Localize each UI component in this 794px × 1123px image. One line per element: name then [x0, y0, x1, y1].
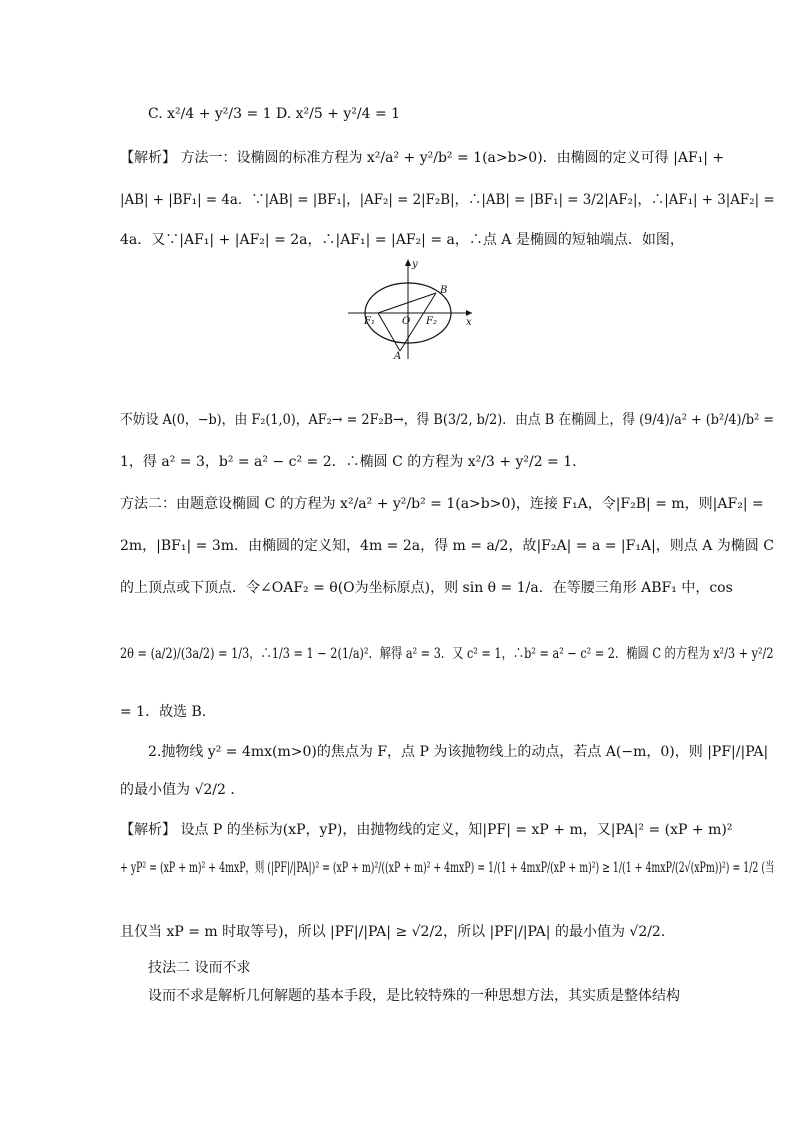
body-line: 设而不求是解析几何解题的基本手段，是比较特殊的一种思想方法，其实质是整体结构 — [148, 988, 680, 1004]
solution-line: = 1．故选 B． — [120, 704, 216, 720]
point-b-label: B — [440, 285, 448, 296]
solution-line: |AB| + |BF₁| = 4a．∵|AB| = |BF₁|，|AF₂| = 2|F₂B|，∴|AB| = |BF₁| = 3/2|AF₂|，∴|AF₁| + 3|AF₂| = — [120, 192, 775, 208]
section-heading: 技法二 设而不求 — [148, 960, 251, 976]
option-line: C. x²/4 + y²/3 = 1 D. x²/5 + y²/4 = 1 — [148, 106, 401, 122]
focus-f1-label: F₁ — [364, 316, 375, 327]
solution-line: 2θ = (a/2)/(3a/2) = 1/3，∴1/3 = 1 − 2(1/a)²．解得 a² = 3．又 c² = 1，∴b² = a² − c² = 2．椭圆 C 的方程为 x²/3 + y²/2 — [120, 646, 774, 662]
solution-line: 的上顶点或下顶点．令∠OAF₂ = θ(O为坐标原点)，则 sin θ = 1/a．在等腰三角形 ABF₁ 中，cos — [120, 580, 733, 596]
solution-line: 【解析】 设点 P 的坐标为(xP，yP)，由抛物线的定义，知|PF| = xP + m，又|PA|² = (xP + m)² — [120, 822, 733, 838]
question-line: 2.抛物线 y² = 4mx(m>0)的焦点为 F，点 P 为该抛物线上的动点，若点 A(−m，0)，则 |PF|/|PA| — [148, 744, 769, 760]
solution-line: 【解析】 方法一：设椭圆的标准方程为 x²/a² + y²/b² = 1(a>b>0)．由椭圆的定义可得 |AF₁| + — [120, 150, 725, 166]
solution-line: 方法二：由题意设椭圆 C 的方程为 x²/a² + y²/b² = 1(a>b>0)，连接 F₁A，令|F₂B| = m，则|AF₂| = — [120, 496, 764, 512]
ellipse-diagram — [340, 255, 480, 365]
solution-line: 不妨设 A(0，−b)，由 F₂(1,0)，AF₂→ = 2F₂B→，得 B(3/2, b/2)．由点 B 在椭圆上，得 (9/4)/a² + (b²/4)/b² = — [120, 412, 775, 428]
question-answer-line: 的最小值为 √2/2 ． — [120, 782, 245, 798]
solution-line: 2m，|BF₁| = 3m．由椭圆的定义知，4m = 2a，得 m = a/2，故|F₂A| = a = |F₁A|，则点 A 为椭圆 C — [120, 538, 774, 554]
x-axis-label: x — [466, 317, 472, 328]
point-a-label: A — [394, 351, 402, 362]
origin-label: O — [402, 316, 411, 327]
solution-line: + yP² = (xP + m)² + 4mxP，则 (|PF|/|PA|)² = (xP + m)²/((xP + m)² + 4mxP) = 1/(1 + 4mxP/(xP + m)²) ≥ 1/(1 + 4mxP/(2√(xPm))²) = 1/2 (当 — [120, 860, 775, 876]
y-axis-label: y — [412, 259, 418, 270]
focus-f2-label: F₂ — [426, 316, 437, 327]
solution-line: 4a．又∵|AF₁| + |AF₂| = 2a，∴|AF₁| = |AF₂| = a，∴点 A 是椭圆的短轴端点．如图， — [120, 232, 684, 248]
solution-line: 1，得 a² = 3，b² = a² − c² = 2．∴椭圆 C 的方程为 x²/3 + y²/2 = 1． — [120, 454, 587, 470]
solution-line: 且仅当 xP = m 时取等号)，所以 |PF|/|PA| ≥ √2/2，所以 |PF|/|PA| 的最小值为 √2/2． — [120, 924, 675, 940]
